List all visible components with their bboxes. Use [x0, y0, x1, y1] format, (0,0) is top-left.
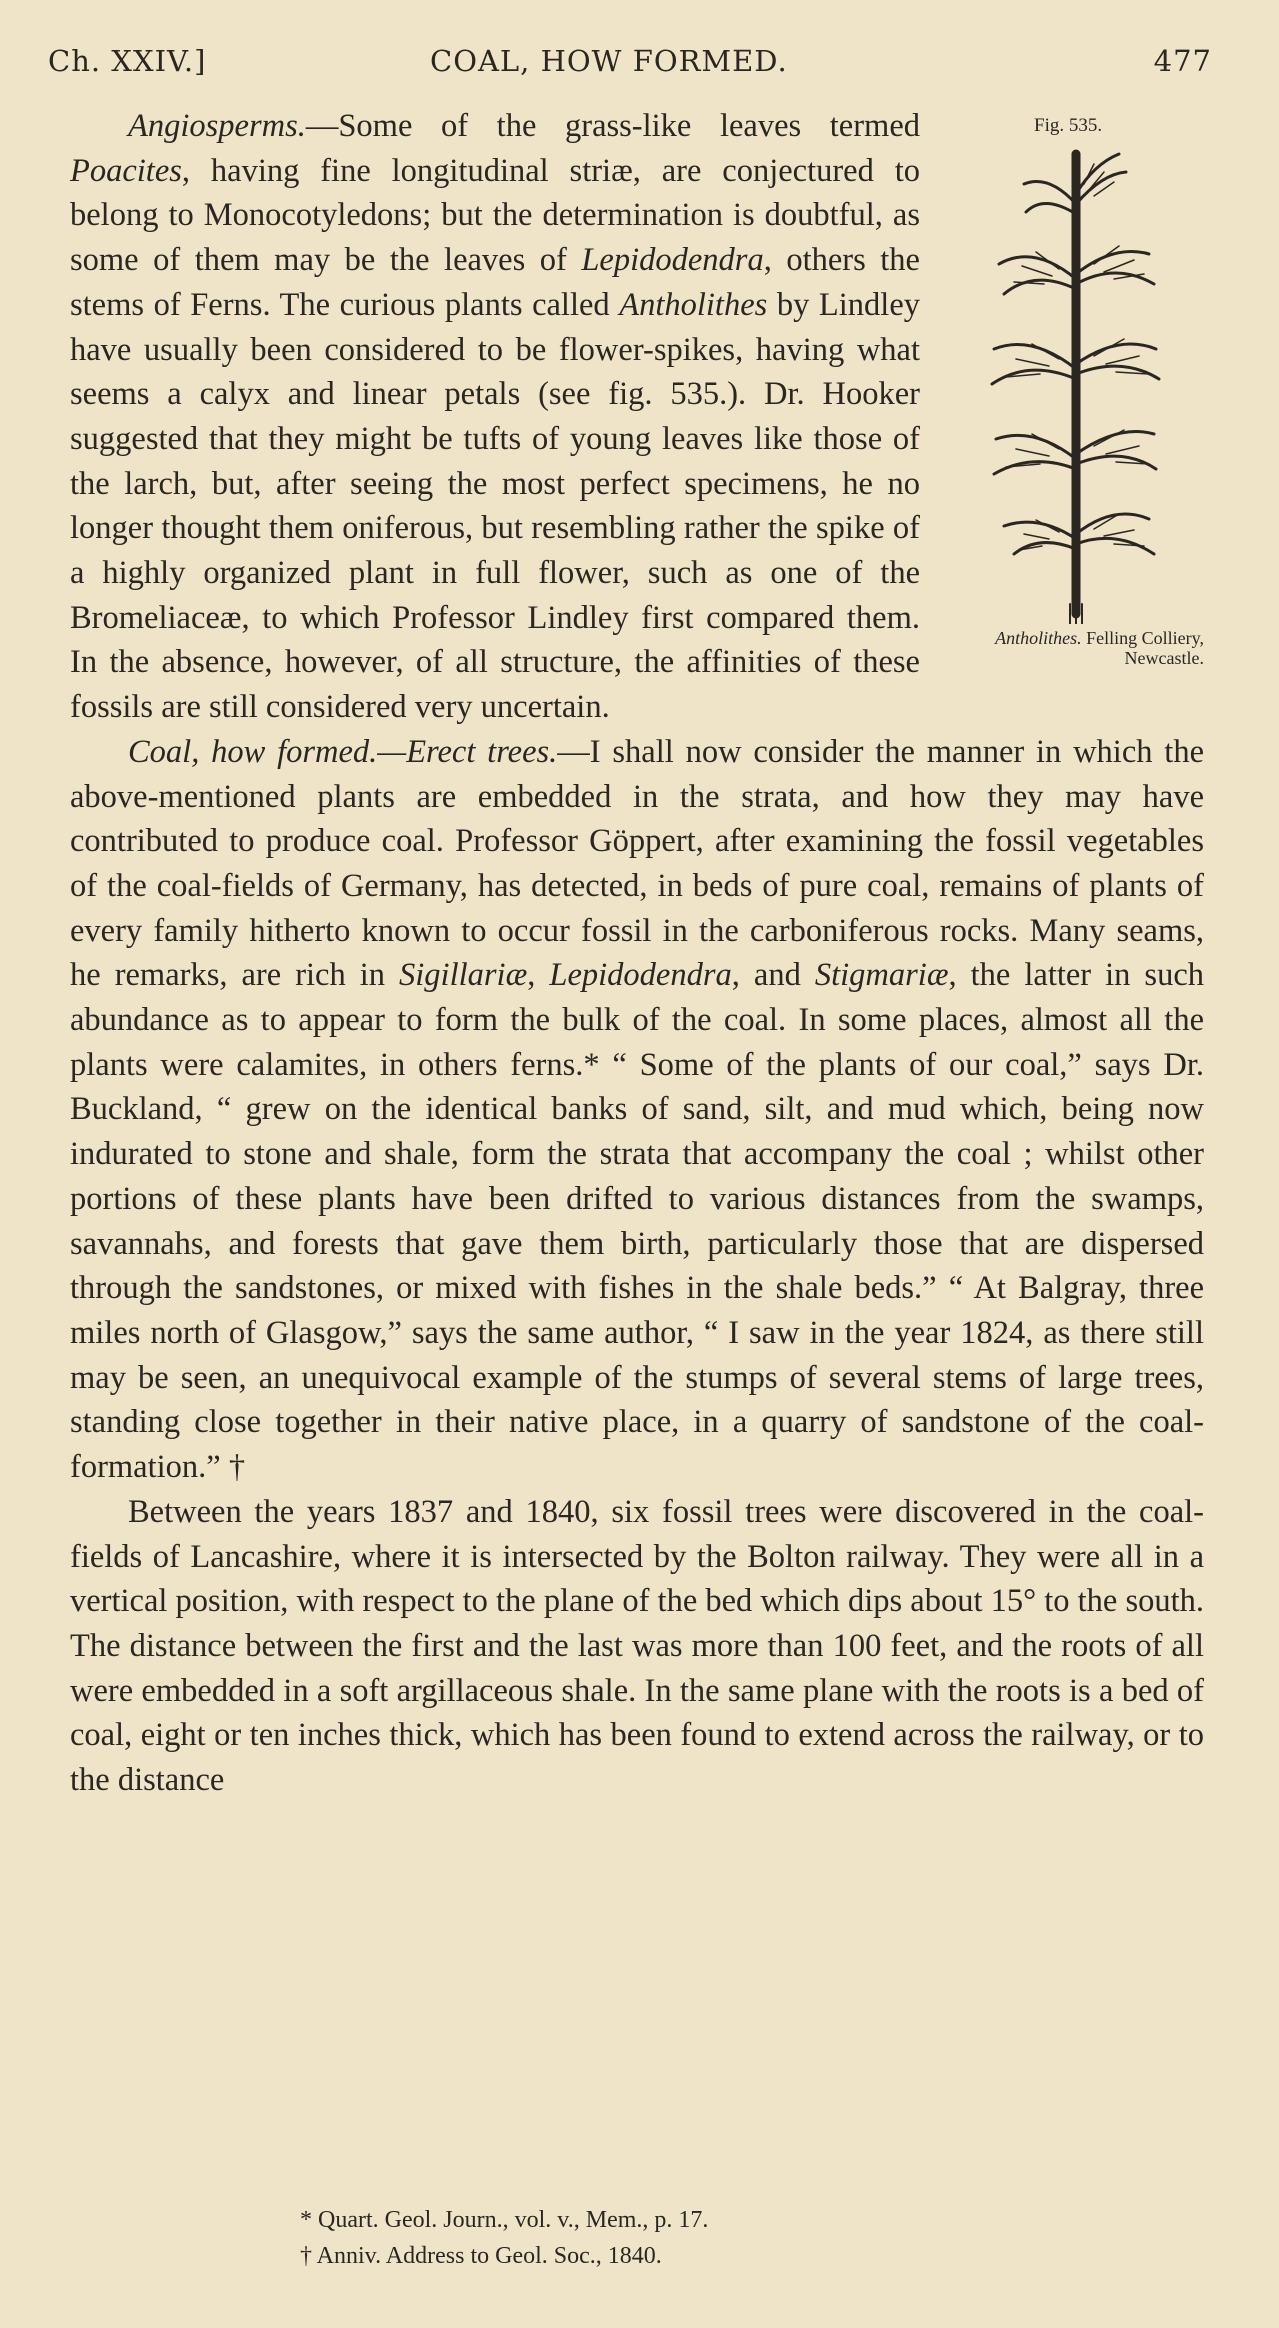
heading-coal-how-formed: Coal, how formed.—Erect trees.	[128, 733, 558, 770]
term-lepidodendra: Lepidodendra	[581, 242, 764, 279]
text-run: , and	[731, 957, 815, 994]
term-stigmariae: Stigmariæ	[814, 957, 949, 994]
page-number: 477	[1153, 44, 1212, 78]
text-run: by Lindley have usually been considered to be flower-spikes, having what seems a calyx and linear petals (see fig. 535.). Dr. Hooker suggested that they might be tufts of young leaves like those of the larch, but, after seeing the most perfect specimens, he no longer thought them oniferous, but resembling rather the spike of a highly organized plant in full flower, such as one of the Bromeliaceæ, to which Professor Lindley first compared them. In the absence, however, of all structure, the affinities of these fossils are still considered very uncertain.	[70, 286, 920, 726]
text-run: ,	[527, 957, 550, 994]
text-run: —I shall now consider the manner in which the above-mentioned plants are embedded in the strata, and how they may have contributed to produce coal. Professor Göppert, after examining the fossil vegetables of the coal-fields of Germany, has detected, in beds of pure coal, remains of plants of every family hitherto known to occur fossil in the carboniferous rocks. Many seams, he remarks, are rich in	[70, 733, 1205, 994]
text-run: , the latter in such abundance as to appear to form the bulk of the coal. In some places, almost all the plants were calamites, in others ferns.* “ Some of the plants of our coal,” says Dr. Buckland, “ grew on the identical banks of sand, silt, and mud which, being now indurated to stone and shale, form the strata that accompany the coal ; whilst other portions of these plants have been drifted to various distances from the swamps, savannahs, and forests that gave them birth, particularly those that are dispersed through the sandstones, or mixed with fishes in the shale beds.” “ At Balgray, three miles north of Glasgow,” says the same author, “ I saw in the year 1824, as there still may be seen, an unequivocal example of the stumps of several stems of large trees, standing close together in their native place, in a quarry of sandstone of the coal-formation.” †	[70, 957, 1205, 1486]
text-run: —Some of the grass-like leaves termed	[305, 108, 920, 144]
figure-535	[944, 104, 1204, 723]
running-title: COAL, HOW FORMED.	[430, 44, 788, 78]
heading-angiosperms: Angiosperms.	[128, 108, 306, 144]
body-text	[70, 104, 1204, 1803]
chapter-reference: Ch. XXIV.]	[48, 44, 207, 78]
paragraph-coal-how-formed	[70, 730, 1204, 1490]
figure-label: Fig. 535.	[1034, 115, 1103, 136]
footnote-2: † Anniv. Address to Geol. Soc., 1840.	[300, 2243, 662, 2269]
footnote-1: * Quart. Geol. Journ., vol. v., Mem., p. 17.	[300, 2207, 709, 2233]
paragraph-lancashire-trees: Between the years 1837 and 1840, six fossil trees were discovered in the coal-fields of Lancashire, where it is intersected by the Bolton railway. They were all in a vertical position, with respect to the plane of the bed which dips about 15° to the south. The distance between the first and the last was more than 100 feet, and the roots of all were embedded in a soft argillaceous shale. In the same plane with the roots is a bed of coal, eight or ten inches thick, which has been found to extend across the railway, or to the distance	[70, 1493, 1205, 1799]
running-header	[48, 44, 1212, 84]
term-antholithes: Antholithes	[619, 286, 768, 323]
term-lepidodendra: Lepidodendra	[549, 957, 732, 994]
text-run: , others the stems of Ferns. The curious plants called	[70, 242, 920, 323]
figure-caption-locality: Felling Colliery, Newcastle.	[1081, 628, 1204, 668]
figure-caption	[944, 628, 1204, 668]
antholithes-illustration	[944, 134, 1204, 624]
term-sigillariae: Sigillariæ	[399, 957, 528, 994]
term-poacites: Poacites	[70, 152, 182, 189]
text-run: , having fine longitudinal striæ, are conjectured to belong to Monocotyledons; but the determination is doubtful, as some of them may be the leaves of	[70, 152, 920, 279]
figure-caption-species: Antholithes.	[995, 628, 1082, 648]
